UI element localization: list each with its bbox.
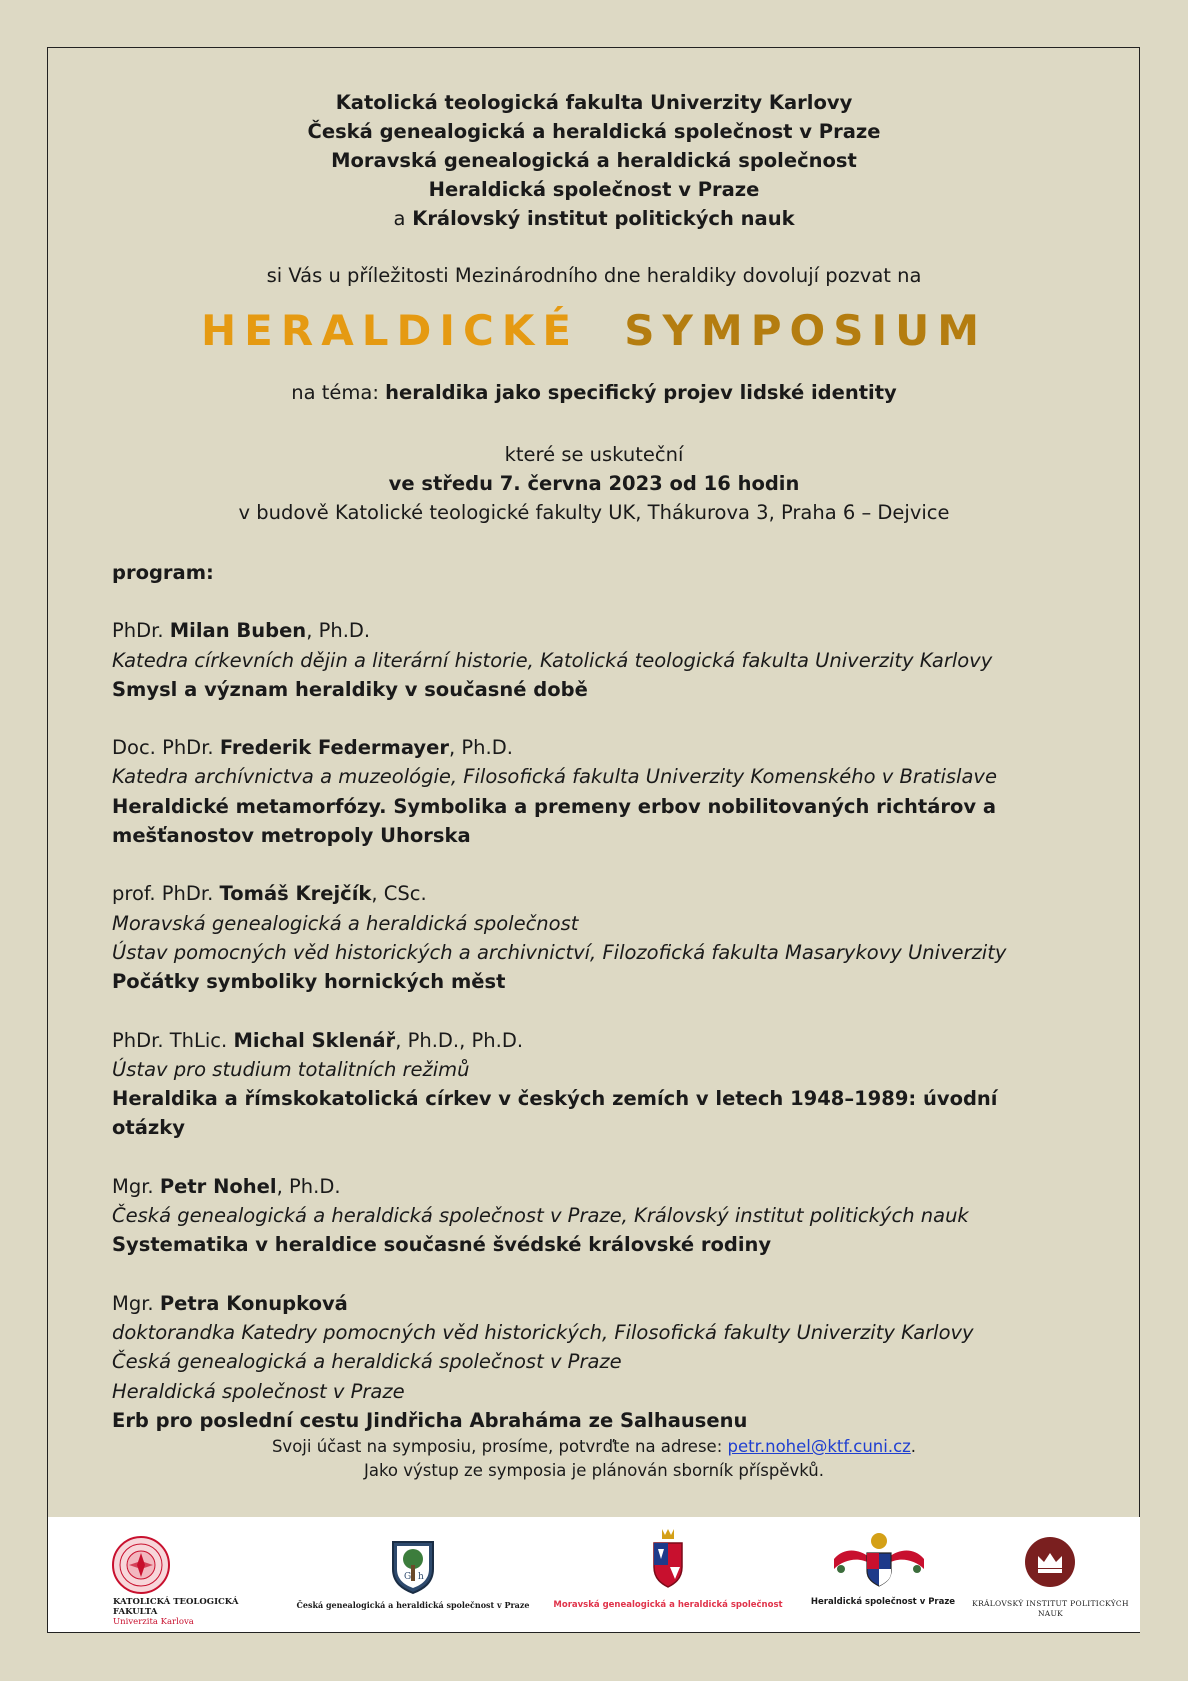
cghsp-logo [273, 1517, 553, 1632]
talk [112, 1172, 1068, 1260]
speaker-name: Michal Sklenář [233, 1028, 396, 1052]
talk [112, 1289, 1068, 1435]
kipn-logo [968, 1517, 1133, 1632]
theme-prefix: na téma: [291, 381, 379, 404]
email-link[interactable]: petr.nohel@ktf.cuni.cz [727, 1437, 911, 1456]
program [112, 558, 1068, 1464]
hsp-caption: Heraldická společnost v Praze [810, 1597, 956, 1607]
talk-topic: Heraldika a římskokatolická církev v českých zemích v letech 1948–1989: úvodní otázky [112, 1087, 998, 1140]
speaker-title-post: , Ph.D. [276, 1174, 341, 1198]
kipn-caption: KRÁLOVSKÝ INSTITUT POLITICKÝCH NAUK [972, 1599, 1129, 1618]
talk-topic: Smysl a význam heraldiky v současné době [112, 677, 588, 701]
affiliation: Moravská genealogická a heraldická společnost [112, 911, 579, 935]
organizer: Moravská genealogická a heraldická společnost [331, 149, 857, 172]
affiliation: doktorandka Katedry pomocných věd historických, Filosofická fakulty Univerzity Karlovy [112, 1320, 974, 1344]
rsvp-line [0, 1435, 1188, 1459]
organizers [0, 88, 1188, 233]
organizer: Královský institut politických nauk [412, 207, 795, 230]
affiliation: Česká genealogická a heraldická společnost v Praze [112, 1350, 622, 1374]
speaker-title-post: , Ph.D. [448, 736, 513, 760]
speaker-name: Petra Konupková [159, 1291, 348, 1315]
speaker-title-post: , CSc. [371, 882, 427, 906]
logo-strip [48, 1517, 1140, 1632]
crown-seal-icon [1024, 1536, 1076, 1588]
svg-text:G: G [404, 1572, 412, 1582]
speaker-name: Petr Nohel [159, 1174, 277, 1198]
mghs-caption: Moravská genealogická a heraldická společnost [553, 1600, 783, 1610]
affiliation: Heraldická společnost v Praze [112, 1379, 405, 1403]
mghs-logo [553, 1517, 783, 1632]
speaker [112, 616, 1068, 645]
ktf-name-2: FAKULTA [113, 1607, 158, 1617]
speaker-title-pre: PhDr. [112, 619, 164, 643]
speaker [112, 1026, 1068, 1055]
talk-topic: Heraldické metamorfózy. Symbolika a premeny erbov nobilitovaných richtárov a mešťanostov metropoly Uhorska [112, 794, 997, 848]
organizer: Heraldická společnost v Praze [428, 178, 760, 201]
affiliation: Ústav pro studium totalitních režimů [112, 1057, 470, 1081]
invitation-text: si Vás u příležitosti Mezinárodního dne heraldiky dovolují pozvat na [266, 264, 922, 287]
speaker [112, 1289, 1068, 1318]
event-venue: v budově Katolické teologické fakulty UK, Thákurova 3, Praha 6 – Dejvice [238, 501, 950, 524]
event-intro: které se uskuteční [504, 443, 684, 466]
speaker-title-pre: prof. PhDr. [112, 882, 214, 906]
speaker [112, 1172, 1068, 1201]
speaker [112, 733, 1068, 762]
proceedings-note: Jako výstup ze symposia je plánován sborník příspěvků. [363, 1461, 824, 1480]
speaker-title-pre: Mgr. [112, 1174, 154, 1198]
speaker-title-post: , Ph.D., Ph.D. [395, 1028, 524, 1052]
theme-line [0, 381, 1188, 404]
ktf-name-1: KATOLICKÁ TEOLOGICKÁ [113, 1597, 239, 1607]
speaker-name: Frederik Federmayer [219, 736, 449, 760]
heraldic-achievement-icon [829, 1529, 929, 1589]
hsp-logo [793, 1517, 973, 1632]
speaker-title-post: , Ph.D. [306, 619, 371, 643]
ktf-logo [103, 1517, 243, 1632]
organizer: Katolická teologická fakulta Univerzity Karlovy [335, 91, 853, 114]
talk-topic: Erb pro poslední cestu Jindřicha Abraháma ze Salhausenu [112, 1408, 748, 1432]
title-word-1: HERALDICKÉ [201, 306, 580, 355]
footer-note [0, 1435, 1188, 1483]
ktf-university: Univerzita Karlova [113, 1617, 194, 1627]
speaker-title-pre: PhDr. ThLic. [112, 1028, 228, 1052]
talk [112, 879, 1068, 996]
talk [112, 1026, 1068, 1143]
ktf-seal-icon [111, 1535, 171, 1595]
organizer-last [0, 204, 1188, 233]
organizer: Česká genealogická a heraldická společnost v Praze [307, 120, 881, 143]
affiliation: Ústav pomocných věd historických a archivnictví, Filozofická fakulta Masarykovy Univerzity [112, 940, 1007, 964]
talk [112, 733, 1068, 850]
title-word-2: SYMPOSIUM [624, 306, 987, 355]
talk-topic: Systematika v heraldice současné švédské královské rodiny [112, 1233, 772, 1257]
affiliation: Česká genealogická a heraldická společnost v Praze, Královský institut politických nauk [112, 1204, 969, 1228]
svg-text:h: h [418, 1572, 424, 1582]
speaker-title-pre: Doc. PhDr. [112, 736, 214, 760]
speaker-name: Milan Buben [169, 619, 307, 643]
moravian-crest-icon [648, 1527, 688, 1589]
cghsp-caption: Česká genealogická a heraldická společnost v Praze [296, 1600, 530, 1610]
theme-text: heraldika jako specifický projev lidské identity [385, 381, 897, 404]
talk-topic: Počátky symboliky hornických měst [112, 970, 506, 994]
program-heading: program: [112, 561, 214, 584]
event-title [0, 306, 1188, 355]
rsvp-text: Svoji účast na symposiu, prosíme, potvrďte na adrese: [271, 1437, 723, 1456]
tree-shield-icon [390, 1539, 436, 1595]
talk [112, 616, 1068, 704]
speaker-name: Tomáš Krejčík [219, 882, 372, 906]
affiliation: Katedra církevních dějin a literární historie, Katolická teologická fakulta Univerzity Karlovy [112, 648, 993, 672]
conjunction: a [393, 207, 406, 230]
speaker [112, 879, 1068, 908]
affiliation: Katedra archívnictva a muzeológie, Filosofická fakulta Univerzity Komenského v Bratislave [112, 765, 997, 789]
speaker-title-pre: Mgr. [112, 1291, 154, 1315]
rsvp-end: . [910, 1437, 917, 1456]
event-details [0, 440, 1188, 527]
event-date: ve středu 7. června 2023 od 16 hodin [388, 472, 800, 495]
